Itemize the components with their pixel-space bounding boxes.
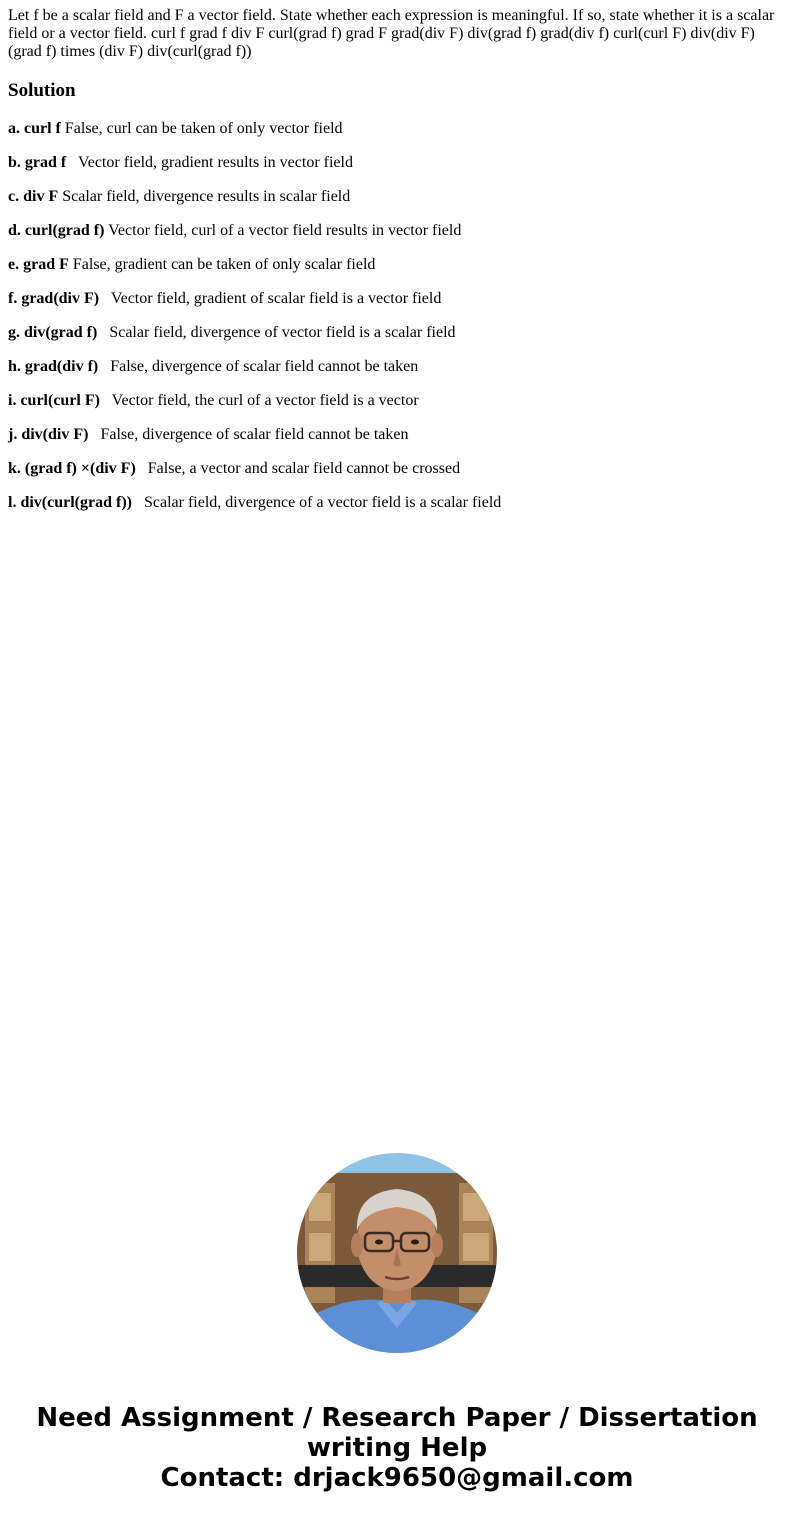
answer-label: b. grad f [8,154,67,171]
answer-item [8,222,786,240]
answer-text: False, gradient can be taken of only scalar field [68,256,376,273]
answer-label: f. grad(div F) [8,290,100,307]
answer-label: j. div(div F) [8,426,89,443]
avatar-portrait-image [297,1153,497,1353]
answer-text: Scalar field, divergence of vector field is a scalar field [97,324,456,341]
answer-item [8,494,786,512]
answer-item [8,188,786,206]
answer-text: False, a vector and scalar field cannot be crossed [135,460,461,477]
answer-text: Scalar field, divergence of a vector field is a scalar field [131,494,502,511]
answer-item [8,256,786,274]
answer-item [8,358,786,376]
answer-item [8,154,786,172]
answer-item [8,460,786,478]
answer-text: Scalar field, divergence results in scalar field [58,188,351,205]
contact-footer [0,1403,794,1493]
answer-label: g. div(grad f) [8,324,98,341]
avatar [297,1153,497,1353]
answer-label: e. grad F [8,256,69,273]
answer-list [8,120,786,528]
solution-heading: Solution [8,80,76,101]
answer-text: Vector field, gradient results in vector field [66,154,353,171]
answer-text: False, divergence of scalar field cannot be taken [88,426,409,443]
answer-text: False, divergence of scalar field cannot be taken [98,358,419,375]
footer-contact-email: Contact: drjack9650@gmail.com [160,1463,634,1493]
answer-label: l. div(curl(grad f)) [8,494,132,511]
answer-text: Vector field, the curl of a vector field is a vector [99,392,419,409]
answer-item [8,426,786,444]
answer-label: a. curl f [8,120,61,137]
answer-text: Vector field, curl of a vector field results in vector field [104,222,462,239]
answer-item [8,392,786,410]
answer-label: i. curl(curl F) [8,392,100,409]
answer-item [8,324,786,342]
answer-label: h. grad(div f) [8,358,99,375]
answer-item [8,120,786,138]
answer-text: Vector field, gradient of scalar field is a vector field [99,290,442,307]
answer-label: c. div F [8,188,59,205]
footer-line-2: writing Help [306,1433,488,1463]
answer-item [8,290,786,308]
answer-label: d. curl(grad f) [8,222,105,239]
answer-label: k. (grad f) ×(div F) [8,460,136,477]
question-text: Let f be a scalar field and F a vector field. State whether each expression is meaningful. If so, state whether it is a scalar field or a vector field. curl f grad f div F curl(grad f) grad F grad(div F) div(grad f) grad(div f) curl(curl F) div(div F) (grad f) times (div F) div(curl(grad f)) [8,7,775,60]
answer-text: False, curl can be taken of only vector field [60,120,343,137]
footer-line-1: Need Assignment / Research Paper / Dissertation [36,1403,758,1433]
